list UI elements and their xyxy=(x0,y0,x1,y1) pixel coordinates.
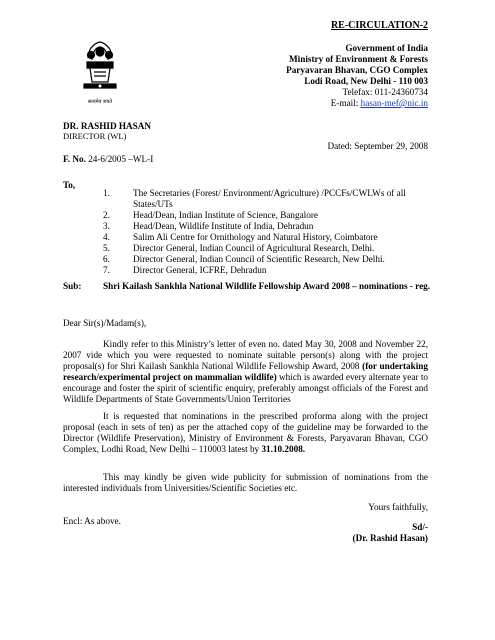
header-email-line xyxy=(168,98,428,109)
sender-name: DR. RASHID HASAN xyxy=(63,121,152,131)
file-number xyxy=(63,154,153,165)
header-line2: Ministry of Environment & Forests xyxy=(289,54,428,64)
list-item: 7. Director General, ICFRE, Dehradun xyxy=(103,265,267,275)
recipient-list xyxy=(103,188,433,276)
list-item: 3. Head/Dean, Wildlife Institute of India, Dehradun xyxy=(103,221,314,231)
emblem-motto: सत्यमेव जयते xyxy=(87,100,113,105)
list-item: 2. Head/Dean, Indian Institute of Science, Bangalore xyxy=(103,210,318,220)
email-label: E-mail: xyxy=(330,98,361,108)
subject-label: Sub: xyxy=(63,281,82,291)
email-link[interactable]: hasan-mef@nic.in xyxy=(360,98,428,108)
to-label: To, xyxy=(63,180,76,190)
letterhead xyxy=(168,43,428,109)
file-no-value: 24-6/2005 –WL-I xyxy=(85,154,154,164)
file-no-label: F. No. xyxy=(63,154,86,164)
signature: Sd/- xyxy=(412,522,428,532)
national-emblem-icon xyxy=(78,38,122,98)
header-line3: Paryavaran Bhavan, CGO Complex xyxy=(286,65,428,75)
header-line4: Lodi Road, New Delhi - 110 003 xyxy=(304,76,428,86)
salutation: Dear Sir(s)/Madam(s), xyxy=(63,318,147,328)
enclosure: Encl: As above. xyxy=(63,516,121,526)
letter-date: Dated: September 29, 2008 xyxy=(327,141,428,151)
signatory-name: (Dr. Rashid Hasan) xyxy=(352,533,428,543)
list-item: 1. The Secretaries (Forest/ Environment/Agriculture) /PCCFs/CWLWs of all States/UTs xyxy=(103,188,406,209)
sender-designation: DIRECTOR (WL) xyxy=(63,131,127,141)
paragraph-3: This may kindly be given wide publicity for submission of nominations from the interested individuals from Universities/Scientific Societies etc. xyxy=(63,472,428,493)
paragraph-1: Kindly refer to this Ministry’s letter of even no. dated May 30, 2008 and November 22, 2007 vide which you were requested to nominate suitable person(s) along with the project proposal(s) for Shri Kailash Sankhla National Wildlife Fellowship Award, 2008 (for undertaking research/experimental project on mammalian wildlife) which is awarded every alternate year to encourage and foster the spirit of scientific enquiry, preferably amongst officials of the Forest and Wildlife Departments of State Governments/Union Territories xyxy=(63,339,428,404)
header-telefax: Telefax: 011-24360734 xyxy=(342,87,428,97)
subject-text: Shri Kailash Sankhla National Wildlife Fellowship Award 2008 – nominations - reg. xyxy=(103,281,431,291)
header-line1: Government of India xyxy=(345,43,428,53)
closing: Yours faithfully, xyxy=(368,502,428,512)
list-item: 6. Director General, Indian Council of Scientific Research, New Delhi. xyxy=(103,254,385,264)
paragraph-2: It is requested that nominations in the prescribed proforma along with the project proposal (each in sets of ten) as per the attached copy of the guideline may be forwarded to the Director (Wildlife Preservation), Ministry of Environment & Forests, Paryavaran Bhavan, CGO Complex, Lodhi Road, New Delhi – 110003 latest by 31.10.2008. xyxy=(63,411,428,454)
list-item: 4. Salim Ali Centre for Ornithology and Natural History, Coimbatore xyxy=(103,232,378,242)
list-item: 5. Director General, Indian Council of Agricultural Research, Delhi. xyxy=(103,243,375,253)
recirculation-label: RE-CIRCULATION-2 xyxy=(330,20,428,31)
